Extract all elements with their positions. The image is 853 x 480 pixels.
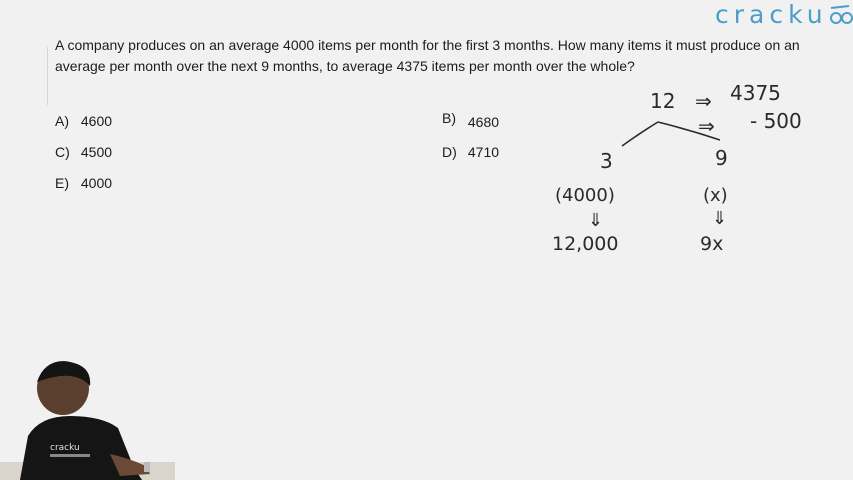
- hw-branch-left: [622, 122, 658, 146]
- option-b[interactable]: [442, 110, 500, 130]
- brand-logo: [713, 0, 853, 30]
- hw-average: 4375: [730, 81, 781, 105]
- question-text: A company produces on an average 4000 items per month for the first 3 months. How many items it must produce on an average per month over the next 9 months, to average 4375 items per month over the whole?: [55, 37, 800, 74]
- presenter-watch: [144, 462, 150, 472]
- option-a[interactable]: [55, 113, 112, 129]
- option-e-label: E): [55, 175, 69, 191]
- presenter-video: [0, 358, 175, 480]
- option-d[interactable]: [442, 144, 499, 160]
- option-b-label: B): [442, 110, 456, 126]
- option-c[interactable]: [55, 144, 112, 160]
- option-a-value: 4600: [80, 113, 113, 129]
- hw-right-avg: (x): [703, 185, 728, 206]
- handwritten-solution: [540, 78, 840, 268]
- option-a-label: A): [55, 113, 69, 129]
- hw-top-count: 12: [650, 89, 676, 113]
- hw-left-down-arrow: ⇓: [588, 210, 604, 231]
- hw-left-avg: (4000): [555, 185, 615, 206]
- option-e[interactable]: [55, 175, 112, 191]
- presenter-shirt-logo: cracku: [50, 443, 80, 453]
- option-e-value: 4000: [80, 175, 113, 191]
- hw-left-total: 12,000: [552, 233, 619, 255]
- content-divider: [47, 47, 48, 105]
- option-b-value: 4680: [467, 114, 500, 130]
- hw-arrow-1: ⇒: [695, 89, 712, 113]
- option-d-value: 4710: [467, 144, 500, 160]
- hw-right-count: 9: [715, 146, 728, 170]
- brand-name: cracku: [715, 0, 828, 29]
- hw-right-total: 9x: [700, 233, 724, 255]
- hw-left-count: 3: [600, 149, 613, 173]
- brand-glasses-icon: [829, 4, 853, 26]
- presenter-shirt-stripe: [50, 454, 90, 457]
- option-c-label: C): [55, 144, 70, 160]
- hw-right-down-arrow: ⇓: [712, 208, 728, 229]
- hw-difference: - 500: [750, 109, 802, 133]
- option-c-value: 4500: [80, 144, 113, 160]
- option-d-label: D): [442, 144, 457, 160]
- hw-arrow-2: ⇒: [698, 114, 715, 138]
